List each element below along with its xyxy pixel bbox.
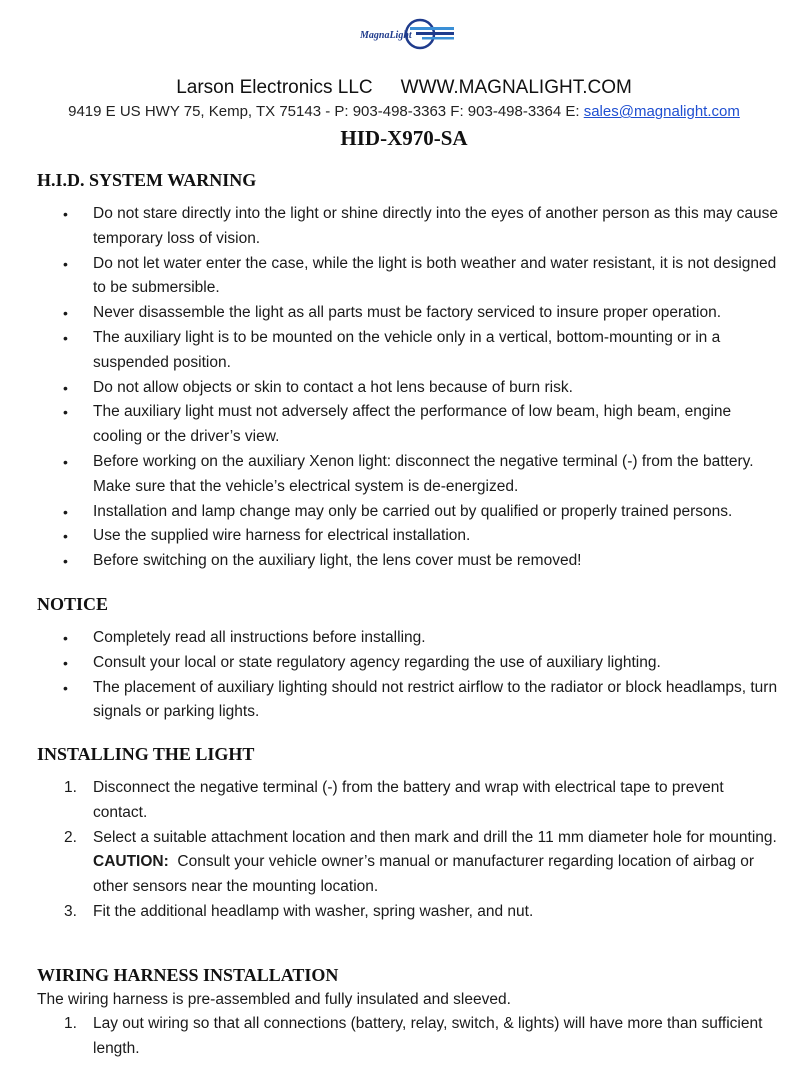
- bullet-marker: •: [63, 404, 68, 421]
- list-item: 2. Select a suitable attachment location and then mark and drill the 11 mm diameter hole for mounting. CAUTION: Consult your vehicle owner’s manual or manufacturer regarding location of airbag or other sensors near the mounting location.: [0, 826, 808, 900]
- list-item: 1. Disconnect the negative terminal (-) from the battery and wrap with electrical tape to prevent contact.: [0, 776, 808, 826]
- list-item: 1. Lay out wiring so that all connections (battery, relay, switch, & lights) will have more than sufficient length.: [0, 1012, 808, 1062]
- bullet-marker: •: [63, 654, 68, 671]
- company-header: [0, 76, 808, 100]
- website-link[interactable]: WWW.MAGNALIGHT.COM: [400, 77, 632, 98]
- bullet-marker: •: [63, 503, 68, 520]
- svg-text:MagnaLight: MagnaLight: [360, 30, 412, 41]
- model-number: HID-X970-SA: [340, 126, 468, 150]
- list-item: • Do not allow objects or skin to contact a hot lens because of burn risk.: [0, 376, 808, 401]
- list-item: • Before switching on the auxiliary light, the lens cover must be removed!: [0, 549, 808, 574]
- list-item: • Do not stare directly into the light or shine directly into the eyes of another person as this may cause temporary loss of vision.: [0, 202, 808, 252]
- bullet-marker: •: [63, 553, 68, 570]
- magnalight-logo: [360, 17, 454, 51]
- bullet-marker: •: [63, 630, 68, 646]
- section-title-installing: INSTALLING THE LIGHT: [37, 744, 255, 764]
- installing-list: [0, 776, 808, 925]
- list-item: • The auxiliary light must not adversely affect the performance of low beam, high beam, engine cooling or the driver’s view.: [0, 400, 808, 450]
- bullet-marker: •: [63, 679, 68, 696]
- list-item: • Installation and lamp change may only be carried out by qualified or properly trained persons.: [0, 500, 808, 525]
- caution-note: [93, 850, 778, 900]
- email-link[interactable]: sales@magnalight.com: [583, 103, 740, 120]
- bullet-marker: •: [63, 206, 68, 222]
- company-name: Larson Electronics LLC: [176, 77, 373, 98]
- list-item: • Consult your local or state regulatory agency regarding the use of auxiliary lighting.: [0, 651, 808, 676]
- address-text: 9419 E US HWY 75, Kemp, TX 75143 - P: 903-498-3363 F: 903-498-3364 E:: [68, 103, 584, 120]
- section-title-notice: NOTICE: [37, 594, 109, 614]
- number-marker: 1.: [64, 1015, 77, 1032]
- address-line: [0, 102, 808, 122]
- bullet-marker: •: [63, 329, 68, 346]
- list-item: • Use the supplied wire harness for electrical installation.: [0, 524, 808, 549]
- wiring-intro: The wiring harness is pre-assembled and fully insulated and sleeved.: [37, 991, 511, 1008]
- notice-list: [0, 626, 808, 725]
- list-item: 3. Fit the additional headlamp with washer, spring washer, and nut.: [0, 900, 808, 925]
- caution-text: Consult your vehicle owner’s manual or manufacturer regarding location of airbag or other sensors near the mounting location.: [93, 853, 759, 896]
- bullet-marker: •: [63, 453, 68, 470]
- list-item: • Before working on the auxiliary Xenon light: disconnect the negative terminal (-) from the battery. Make sure that the vehicle’s electrical system is de-energized.: [0, 450, 808, 500]
- bullet-marker: •: [63, 528, 68, 545]
- warning-list: [0, 202, 808, 574]
- section-title-warning: H.I.D. SYSTEM WARNING: [37, 170, 257, 190]
- number-marker: 1.: [64, 779, 77, 796]
- list-item: • Never disassemble the light as all parts must be factory serviced to insure proper operation.: [0, 301, 808, 326]
- number-marker: 2.: [64, 828, 77, 846]
- bullet-marker: •: [63, 255, 68, 272]
- bullet-marker: •: [63, 379, 68, 396]
- section-title-wiring: WIRING HARNESS INSTALLATION: [37, 965, 339, 985]
- list-item: • The auxiliary light is to be mounted on the vehicle only in a vertical, bottom-mounting or in a suspended position.: [0, 326, 808, 376]
- number-marker: 3.: [64, 902, 77, 920]
- list-item: • The placement of auxiliary lighting should not restrict airflow to the radiator or block headlamps, turn signals or parking lights.: [0, 676, 808, 726]
- wiring-list: [0, 1012, 808, 1062]
- caution-label: CAUTION:: [93, 853, 169, 871]
- bullet-marker: •: [63, 305, 68, 322]
- list-item: • Completely read all instructions before installing.: [0, 626, 808, 651]
- list-item: • Do not let water enter the case, while the light is both weather and water resistant, it is not designed to be submersible.: [0, 252, 808, 302]
